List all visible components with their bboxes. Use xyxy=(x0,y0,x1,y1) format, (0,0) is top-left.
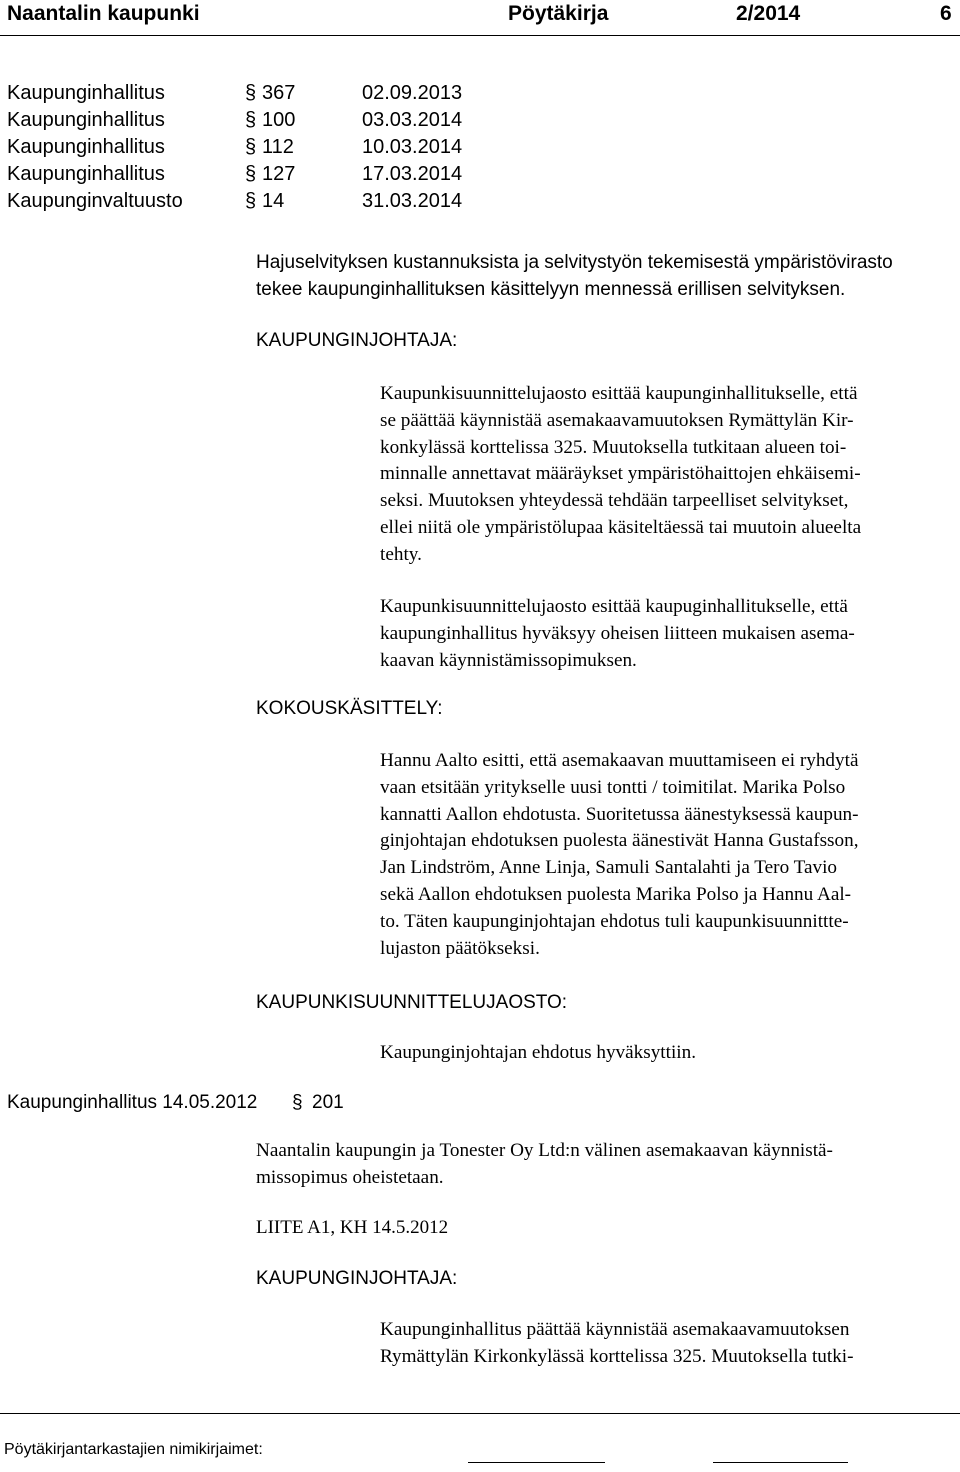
page-number: 6 xyxy=(940,2,952,25)
proposal-paragraph-2 xyxy=(380,594,855,674)
text-line: Kaupunginjohtajan ehdotus hyväksyttiin. xyxy=(380,1042,697,1063)
history-date: 03.03.2014 xyxy=(362,109,463,131)
section-label-jaosto: KAUPUNKISUUNNITTELUJAOSTO: xyxy=(256,992,568,1013)
history-body: Kaupunginhallitus xyxy=(7,82,165,104)
text-line: Rymättylän Kirkonkylässä korttelissa 325. Muutoksella tutki- xyxy=(380,1345,854,1367)
history-date: 10.03.2014 xyxy=(362,136,463,158)
text-line: Jan Lindström, Anne Linja, Samuli Santalahti ja Tero Tavio xyxy=(380,857,838,879)
doc-number: 2/2014 xyxy=(736,2,801,25)
intro-paragraph xyxy=(256,250,893,303)
history-row xyxy=(7,190,647,217)
section-label-kaupunginjohtaja: KAUPUNGINJOHTAJA: xyxy=(256,330,458,351)
history-row xyxy=(7,136,647,163)
text-line: Hannu Aalto esitti, että asemakaavan muuttamiseen ei ryhdytä xyxy=(380,750,859,771)
decision-paragraph xyxy=(380,1040,696,1067)
earlier-paragraph xyxy=(256,1138,833,1192)
text-line: konkylässä korttelissa 325. Muutoksella tutkitaan alueen toi- xyxy=(380,436,847,458)
history-num: 367 xyxy=(262,82,296,104)
history-date: 31.03.2014 xyxy=(362,190,463,212)
history-num: 100 xyxy=(262,109,296,131)
text-line: Kaupunkisuunnittelujaosto esittää kaupunginhallitukselle, että xyxy=(380,383,858,404)
text-line: tekee kaupunginhallituksen käsittelyyn mennessä erillisen selvityksen. xyxy=(256,278,846,300)
text-line: tehty. xyxy=(380,543,422,565)
history-num: 14 xyxy=(262,190,285,212)
text-line: kaupunginhallitus hyväksyy oheisen liitteen mukaisen asema- xyxy=(380,622,855,644)
section-sign: § xyxy=(292,1092,303,1113)
history-num: 112 xyxy=(262,136,294,158)
text-line: sekä Aallon ehdotuksen puolesta Marika Polso ja Hannu Aal- xyxy=(380,883,852,905)
proposal-paragraph xyxy=(380,381,861,569)
meeting-paragraph xyxy=(380,748,859,962)
doc-type: Pöytäkirja xyxy=(508,2,609,25)
text-line: to. Täten kaupunginjohtajan ehdotus tuli kaupunkisuunnittte- xyxy=(380,910,849,932)
history-row xyxy=(7,82,647,109)
text-line: se päättää käynnistää asemakaavamuutoksen Rymättylän Kir- xyxy=(380,409,854,431)
section-sign: § xyxy=(245,163,257,185)
attachment-ref: LIITE A1, KH 14.5.2012 xyxy=(256,1217,449,1238)
signature-line[interactable] xyxy=(713,1462,848,1463)
text-line: kaavan käynnistämissopimuksen. xyxy=(380,649,637,671)
footer-label: Pöytäkirjantarkastajien nimikirjaimet: xyxy=(4,1441,263,1458)
text-line: kannatti Aallon ehdotusta. Suoritetussa äänestyksessä kaupun- xyxy=(380,803,859,825)
history-num: 127 xyxy=(262,163,296,185)
text-line: minnalle annettavat määräykset ympäristöhaittojen ehkäisemi- xyxy=(380,463,861,485)
text-line: seksi. Muutoksen yhteydessä tehdään tarpeelliset selvitykset, xyxy=(380,490,849,512)
text-line: Naantalin kaupungin ja Tonester Oy Ltd:n välinen asemakaavan käynnistä- xyxy=(256,1140,833,1161)
earlier-ref-body: Kaupunginhallitus 14.05.2012 xyxy=(7,1092,258,1113)
history-body: Kaupunginhallitus xyxy=(7,136,165,158)
section-sign: § xyxy=(245,190,257,212)
text-line: ellei niitä ole ympäristölupaa käsiteltäessä tai muutoin alueelta xyxy=(380,516,862,538)
text-line: Hajuselvityksen kustannuksista ja selvitystyön tekemisestä ympäristövirasto xyxy=(256,252,893,273)
history-date: 02.09.2013 xyxy=(362,82,463,104)
section-sign: § xyxy=(245,109,257,131)
footer-rule xyxy=(0,1413,960,1414)
history-body: Kaupunginhallitus xyxy=(7,109,165,131)
section-sign: § xyxy=(245,136,257,158)
text-line: Kaupunginhallitus päättää käynnistää asemakaavamuutoksen xyxy=(380,1319,850,1340)
header-rule xyxy=(0,35,960,36)
text-line: lujaston päätökseksi. xyxy=(380,937,540,959)
signature-line[interactable] xyxy=(468,1462,605,1463)
text-line: missopimus oheistetaan. xyxy=(256,1166,444,1188)
history-row xyxy=(7,109,647,136)
section-label-kokouskasittely: KOKOUSKÄSITTELY: xyxy=(256,698,443,719)
history-body: Kaupunginvaltuusto xyxy=(7,190,183,212)
section-label-kaupunginjohtaja-2: KAUPUNGINJOHTAJA: xyxy=(256,1268,458,1289)
history-body: Kaupunginhallitus xyxy=(7,163,165,185)
text-line: vaan etsitään yritykselle uusi tontti / toimitilat. Marika Polso xyxy=(380,776,846,798)
history-date: 17.03.2014 xyxy=(362,163,463,185)
earlier-ref-num: 201 xyxy=(312,1092,344,1113)
org-name: Naantalin kaupunki xyxy=(7,2,200,25)
section-sign: § xyxy=(245,82,257,104)
earlier-proposal-paragraph xyxy=(380,1317,854,1371)
text-line: ginjohtajan ehdotuksen puolesta äänestivät Hanna Gustafsson, xyxy=(380,830,859,852)
text-line: Kaupunkisuunnittelujaosto esittää kaupuginhallitukselle, että xyxy=(380,596,848,617)
history-row xyxy=(7,163,647,190)
